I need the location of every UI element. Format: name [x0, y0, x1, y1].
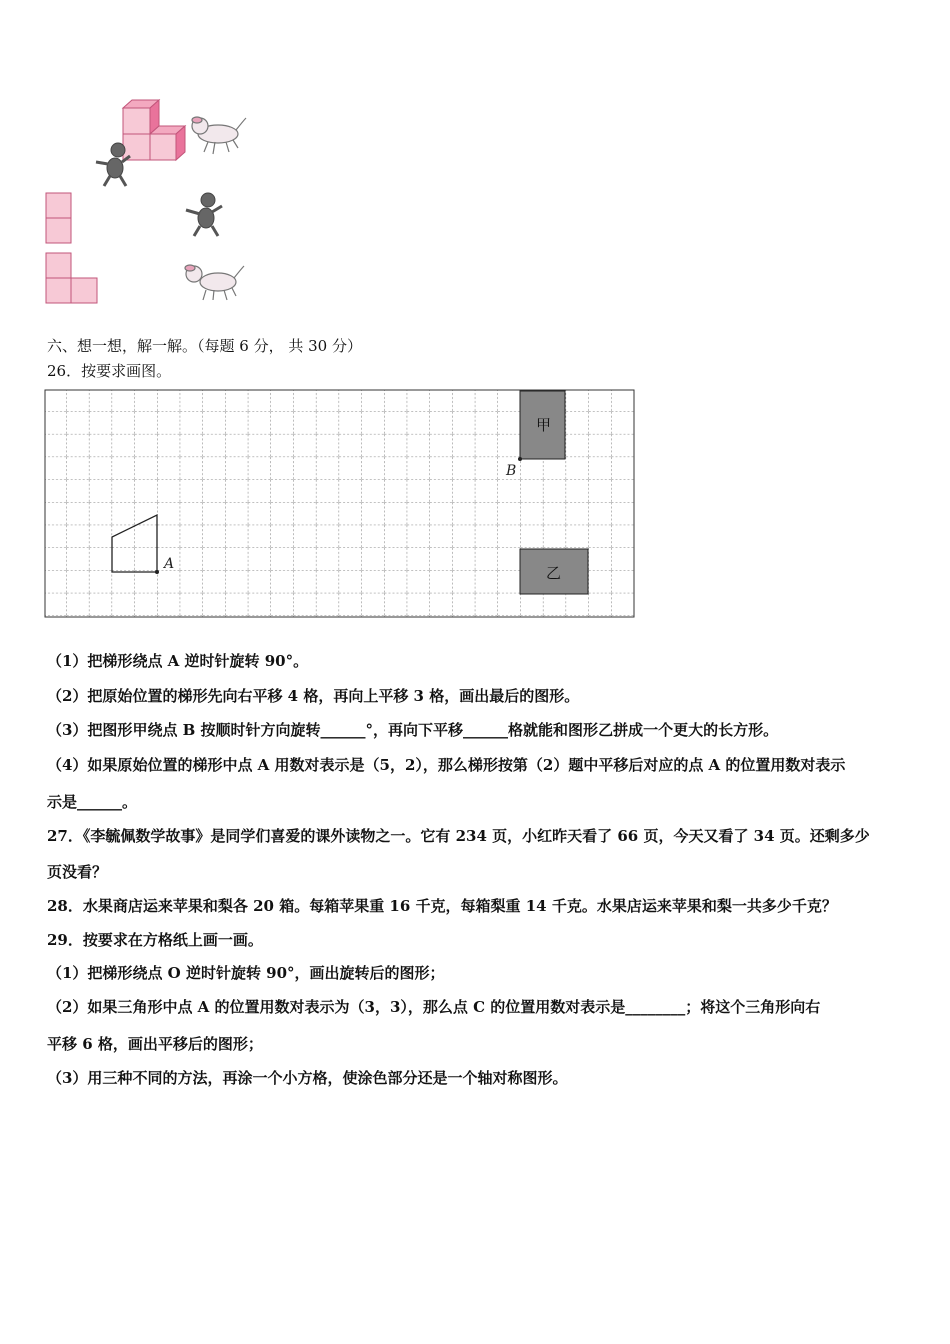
- front-view: [46, 193, 71, 243]
- shape-yi-label: 乙: [546, 564, 562, 582]
- point-b-label: B: [506, 463, 517, 479]
- q28-line-1: 28．水果商店运来苹果和梨各 20 箱。每箱苹果重 16 千克，每箱梨重 14 千克。水果店运来苹果和梨一共多少千克？: [47, 897, 837, 915]
- q26-item-1: （1）把梯形绕点 A 逆时针旋转 90°。: [47, 652, 309, 670]
- dog-icon: [192, 117, 246, 154]
- grid-figure: [44, 389, 636, 619]
- q29-item-1: （1）把梯形绕点 O 逆时针旋转 90°，画出旋转后的图形；: [47, 964, 445, 982]
- point-a-label: A: [164, 556, 175, 572]
- q26-item-4: （4）如果原始位置的梯形中点 A 用数对表示是（5，2），那么梯形按第（2）题中平移后对应的点 A 的位置用数对表示: [47, 756, 846, 774]
- monkey-icon: [96, 143, 130, 186]
- q26-item-4-cont: 示是______。: [47, 793, 138, 811]
- section-heading: 六、想一想，解一解。（每题 6 分， 共 30 分）: [47, 337, 362, 355]
- point-a-dot: [155, 570, 159, 574]
- q29-item-2-cont: 平移 6 格，画出平移后的图形；: [47, 1035, 263, 1053]
- q29-item-2: （2）如果三角形中点 A 的位置用数对表示为（3，3），那么点 C 的位置用数对表示是________；将这个三角形向右: [47, 998, 821, 1016]
- side-view: [46, 253, 97, 303]
- shape-jia-label: 甲: [536, 416, 552, 434]
- q27-line-2: 页没看？: [47, 863, 108, 881]
- question-title: 26．按要求画图。: [47, 362, 172, 380]
- q29-item-3: （3）用三种不同的方法，再涂一个小方格，使涂色部分还是一个轴对称图形。: [47, 1069, 568, 1087]
- q29-title: 29．按要求在方格纸上画一画。: [47, 931, 263, 949]
- cube-view-figure: [40, 92, 260, 312]
- cube-stack: [123, 100, 185, 160]
- q26-item-2: （2）把原始位置的梯形先向右平移 4 格，再向上平移 3 格，画出最后的图形。: [47, 687, 580, 705]
- point-b-dot: [518, 457, 522, 461]
- monkey-icon: [186, 193, 222, 236]
- q27-line-1: 27．《李毓佩数学故事》是同学们喜爱的课外读物之一。它有 234 页，小红昨天看了 66 页，今天又看了 34 页。还剩多少: [47, 827, 870, 845]
- dog-icon: [185, 265, 244, 300]
- q26-item-3: （3）把图形甲绕点 B 按顺时针方向旋转______°，再向下平移______格就能和图形乙拼成一个更大的长方形。: [47, 721, 779, 739]
